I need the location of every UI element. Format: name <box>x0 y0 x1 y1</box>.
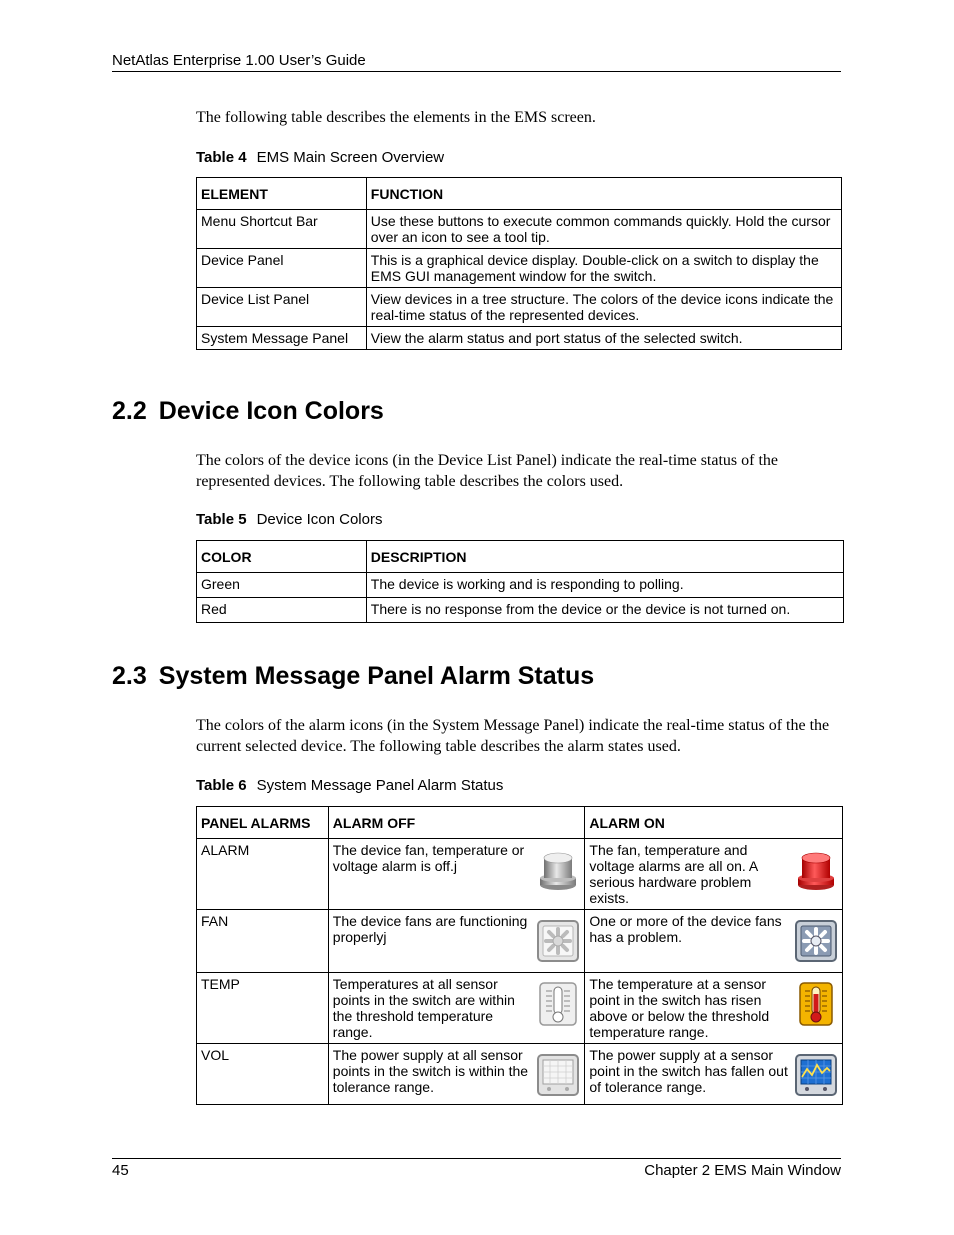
table5-caption <box>196 511 382 528</box>
temp-off-text: Temperatures at all sensor points in the switch are within the threshold temperature range. <box>332 976 515 1040</box>
table-cell: The device is working and is responding to polling. <box>366 573 843 598</box>
column-header: DESCRIPTION <box>366 541 843 573</box>
table-cell: Green <box>197 573 367 598</box>
vol-on-text: The power supply at a sensor point in the switch has fallen out of tolerance range. <box>589 1047 788 1095</box>
vol-off-text: The power supply at all sensor points in the switch is within the tolerance range. <box>332 1047 529 1095</box>
table6 <box>196 806 843 1105</box>
section-number: 2.2 <box>112 397 147 425</box>
column-header: ALARM ON <box>585 807 843 839</box>
table6-caption <box>196 777 503 794</box>
voltage-on-icon <box>794 1053 838 1097</box>
thermometer-on-icon <box>794 982 838 1026</box>
table4-caption <box>196 149 444 166</box>
fan-on-text: One or more of the device fans has a problem. <box>589 913 782 945</box>
table-cell: ALARM <box>197 839 329 910</box>
table6-caption-label: Table 6 <box>196 777 247 794</box>
table-row <box>197 839 843 910</box>
page-header: NetAtlas Enterprise 1.00 User’s Guide <box>112 52 366 69</box>
table-header-row <box>197 807 843 839</box>
table-row <box>197 210 842 249</box>
table5-caption-text: Device Icon Colors <box>256 511 383 528</box>
fan-off-icon <box>536 919 580 963</box>
alarm-off-icon <box>536 848 580 892</box>
table-header-row <box>197 541 844 573</box>
table-row <box>197 327 842 350</box>
section22-paragraph: The colors of the device icons (in the Device List Panel) indicate the real-time status of the represented devices. The following table describes the colors used. <box>196 452 779 490</box>
fan-off-text: The device fans are functioning properlyj <box>332 913 528 945</box>
footer-rule <box>112 1158 841 1159</box>
table-cell: VOL <box>197 1044 329 1105</box>
intro-paragraph: The following table describes the elements in the EMS screen. <box>196 109 596 126</box>
table4-caption-text: EMS Main Screen Overview <box>256 149 445 166</box>
table-cell: System Message Panel <box>197 327 367 350</box>
table-cell <box>328 910 585 973</box>
column-header: PANEL ALARMS <box>197 807 329 839</box>
table-cell: TEMP <box>197 973 329 1044</box>
table-cell: There is no response from the device or the device is not turned on. <box>366 598 843 623</box>
chapter-title: Chapter 2 EMS Main Window <box>644 1162 841 1179</box>
table-cell: Device List Panel <box>197 288 367 327</box>
thermometer-off-icon <box>536 982 580 1026</box>
table-row <box>197 249 842 288</box>
table-cell <box>585 1044 843 1105</box>
table-cell: Red <box>197 598 367 623</box>
section-number: 2.3 <box>112 662 147 690</box>
table-cell <box>585 910 843 973</box>
alarm-on-icon <box>794 848 838 892</box>
table-row <box>197 598 844 623</box>
table4 <box>196 177 842 350</box>
table-cell: View the alarm status and port status of the selected switch. <box>366 327 841 350</box>
section-heading-2-3 <box>112 662 594 691</box>
section-title: Device Icon Colors <box>158 397 384 425</box>
column-header: COLOR <box>197 541 367 573</box>
section-title: System Message Panel Alarm Status <box>158 662 595 690</box>
table-cell: This is a graphical device display. Double-click on a switch to display the EMS GUI management window for the switch. <box>366 249 841 288</box>
table-row <box>197 1044 843 1105</box>
table-row <box>197 573 844 598</box>
table-cell <box>328 973 585 1044</box>
column-header: FUNCTION <box>366 178 841 210</box>
section-heading-2-2 <box>112 397 384 426</box>
table-row <box>197 288 842 327</box>
table4-caption-label: Table 4 <box>196 149 247 166</box>
fan-on-icon <box>794 919 838 963</box>
table5 <box>196 540 844 623</box>
table-cell <box>328 839 585 910</box>
table-cell: View devices in a tree structure. The colors of the device icons indicate the real-time status of the represented devices. <box>366 288 841 327</box>
table-cell: Device Panel <box>197 249 367 288</box>
table5-caption-label: Table 5 <box>196 511 247 528</box>
header-rule <box>112 71 841 72</box>
table-cell <box>585 973 843 1044</box>
table-row <box>197 910 843 973</box>
voltage-off-icon <box>536 1053 580 1097</box>
table-cell: FAN <box>197 910 329 973</box>
table-header-row <box>197 178 842 210</box>
table-cell: Use these buttons to execute common commands quickly. Hold the cursor over an icon to see a tool tip. <box>366 210 841 249</box>
table-cell <box>328 1044 585 1105</box>
page-number: 45 <box>112 1162 129 1179</box>
table-cell: Menu Shortcut Bar <box>197 210 367 249</box>
table6-caption-text: System Message Panel Alarm Status <box>256 777 504 794</box>
alarm-off-text: The device fan, temperature or voltage alarm is off.j <box>332 842 525 874</box>
section23-paragraph: The colors of the alarm icons (in the System Message Panel) indicate the real-time status of the the current selected device. The following table describes the alarm states used. <box>196 717 830 755</box>
column-header: ELEMENT <box>197 178 367 210</box>
table-row <box>197 973 843 1044</box>
table-cell <box>585 839 843 910</box>
column-header: ALARM OFF <box>328 807 585 839</box>
alarm-on-text: The fan, temperature and voltage alarms are all on. A serious hardware problem exists. <box>589 842 758 906</box>
temp-on-text: The temperature at a sensor point in the switch has risen above or below the threshold temperature range. <box>589 976 770 1040</box>
